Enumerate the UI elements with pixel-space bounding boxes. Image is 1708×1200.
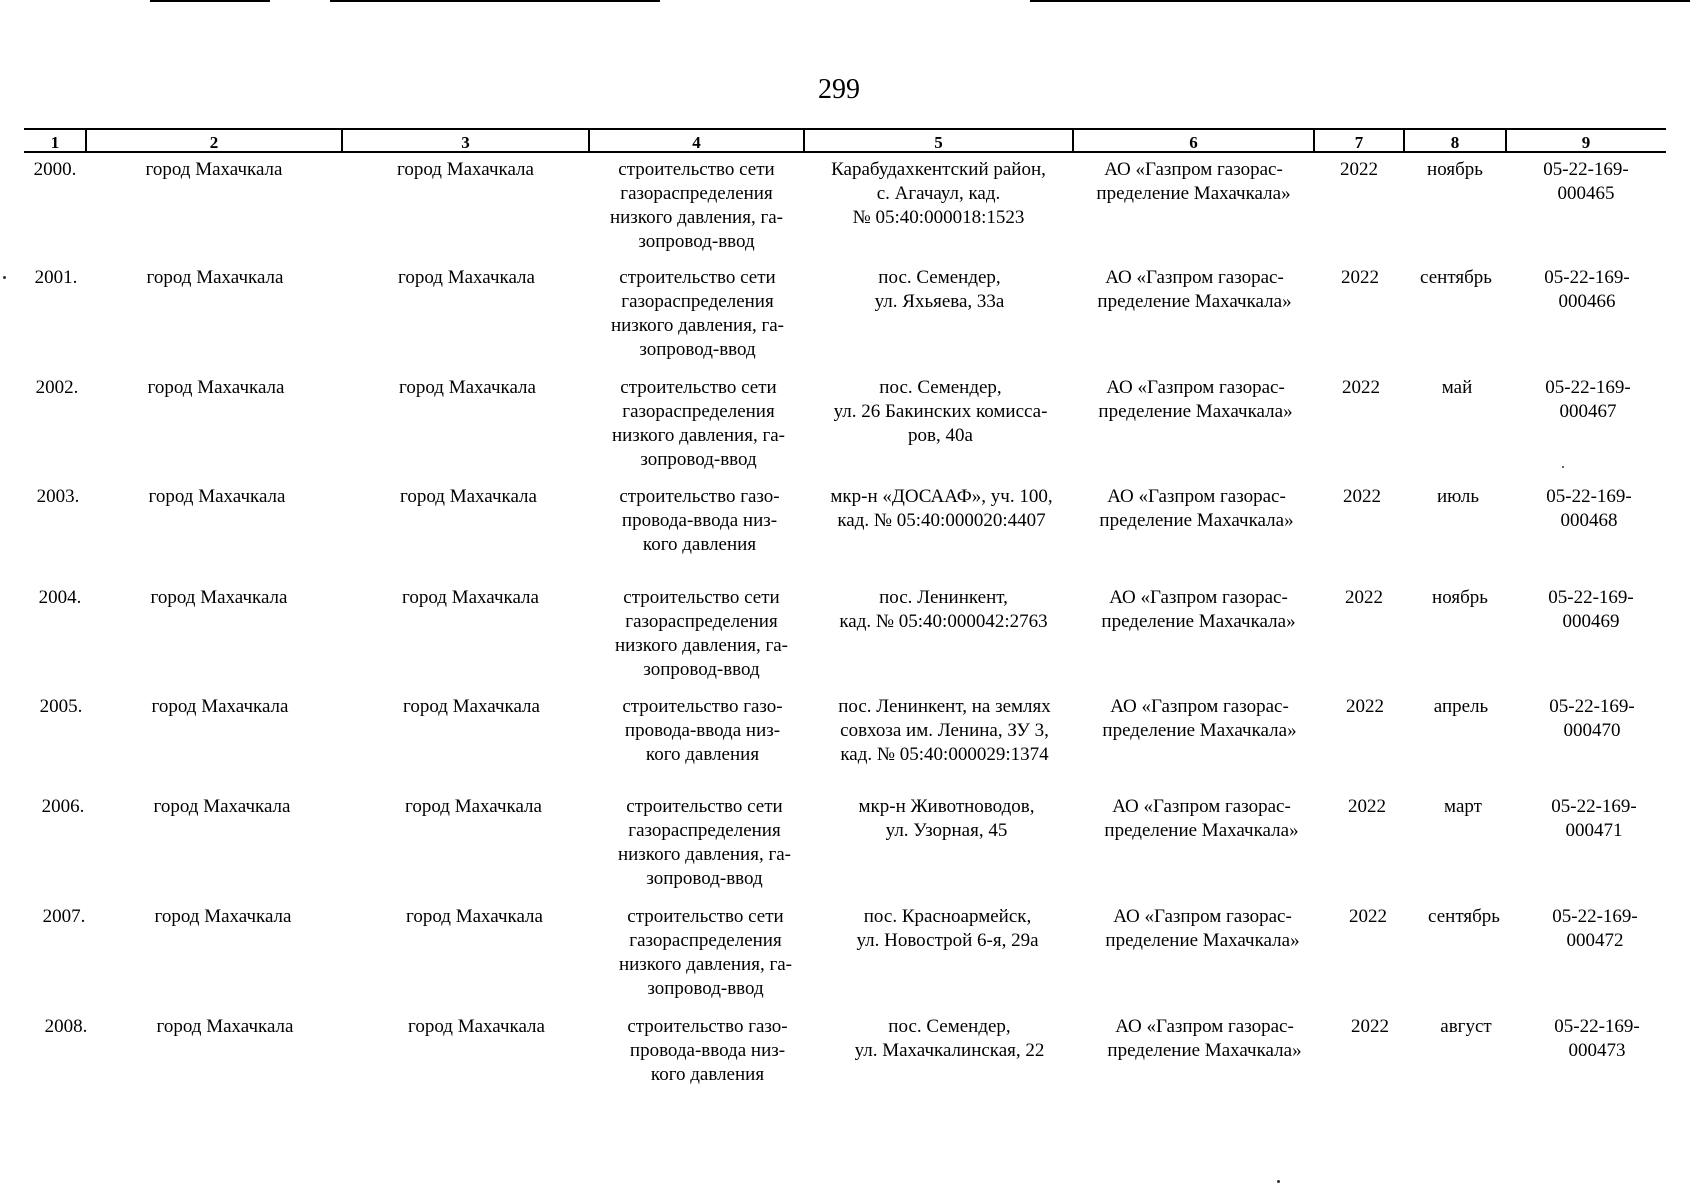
col-7-header: 7 bbox=[1314, 131, 1404, 153]
municipality-cell: город Махачкала bbox=[146, 267, 284, 288]
code-cell bbox=[1508, 376, 1668, 424]
code-cell bbox=[1511, 586, 1671, 634]
municipality-cell: город Махачкала bbox=[153, 796, 291, 817]
organization-cell-line: пределение Махачкала» bbox=[1105, 930, 1300, 951]
address-cell bbox=[805, 266, 1074, 314]
organization-cell-line: пределение Махачкала» bbox=[1096, 183, 1291, 204]
row-number: 2005. bbox=[39, 696, 83, 717]
organization-cell-line: пределение Махачкала» bbox=[1104, 820, 1299, 841]
organization-cell bbox=[1081, 795, 1322, 843]
col-3-header: 3 bbox=[342, 131, 589, 153]
work-type-cell-line: зопровод-ввод bbox=[646, 868, 763, 889]
organization-cell-line: пределение Махачкала» bbox=[1102, 720, 1297, 741]
table-header-row bbox=[24, 131, 1666, 153]
work-type-cell-line: строительство газо- bbox=[627, 1016, 788, 1037]
municipality-cell: город Махачкала bbox=[154, 906, 292, 927]
col-8-header: 8 bbox=[1404, 131, 1506, 153]
col-1-header: 1 bbox=[24, 131, 86, 153]
work-type-cell bbox=[598, 905, 813, 1001]
header-separator bbox=[1505, 129, 1507, 153]
table-top-rule bbox=[24, 128, 1666, 130]
col-6-header: 6 bbox=[1073, 131, 1314, 153]
work-type-cell-line: зопровод-ввод bbox=[643, 659, 760, 680]
month-cell: ноябрь bbox=[1432, 587, 1488, 608]
address-cell-line: мкр-н Животноводов, bbox=[858, 796, 1035, 817]
row-number: 2002. bbox=[35, 377, 79, 398]
settlement-cell: город Махачкала bbox=[406, 906, 543, 927]
row-number: 2003. bbox=[36, 486, 80, 507]
col-9-header: 9 bbox=[1506, 131, 1666, 153]
address-cell-line: с. Агачаул, кад. bbox=[876, 183, 1001, 204]
settlement-cell: город Махачкала bbox=[403, 696, 540, 717]
header-separator bbox=[341, 129, 343, 153]
address-cell-line: ул. Яхьяева, 33а bbox=[874, 291, 1005, 312]
code-cell bbox=[1512, 695, 1672, 743]
work-type-cell-line: кого давления bbox=[645, 744, 760, 765]
work-type-cell bbox=[595, 695, 810, 767]
address-cell-line: совхоза им. Ленина, ЗУ 3, bbox=[840, 720, 1049, 741]
work-type-cell bbox=[592, 485, 807, 557]
address-cell bbox=[810, 695, 1079, 767]
work-type-cell-line: строительство сети bbox=[623, 587, 780, 608]
address-cell-line: пос. Семендер, bbox=[888, 1016, 1011, 1037]
address-cell-line: ул. 26 Бакинских комисса- bbox=[833, 401, 1048, 422]
work-type-cell-line: низкого давления, га- bbox=[610, 315, 785, 336]
scan-speck bbox=[1562, 466, 1564, 468]
code-cell bbox=[1507, 266, 1667, 314]
page-number: 299 bbox=[818, 74, 860, 105]
address-cell-line: ул. Махачкалинская, 22 bbox=[854, 1040, 1045, 1061]
code-cell-line: 05-22-169- bbox=[1552, 906, 1638, 927]
code-cell bbox=[1509, 485, 1669, 533]
year-cell: 2022 bbox=[1343, 486, 1381, 507]
address-cell-line: пос. Ленинкент, bbox=[879, 587, 1008, 608]
organization-cell bbox=[1073, 158, 1314, 206]
scan-speck bbox=[3, 276, 6, 279]
month-cell: сентябрь bbox=[1428, 906, 1500, 927]
work-type-cell bbox=[594, 586, 809, 682]
settlement-cell: город Махачкала bbox=[398, 267, 535, 288]
code-cell bbox=[1514, 795, 1674, 843]
code-cell-line: 000473 bbox=[1568, 1040, 1626, 1061]
work-type-cell-line: низкого давления, га- bbox=[611, 425, 786, 446]
work-type-cell-line: низкого давления, га- bbox=[618, 954, 793, 975]
work-type-cell bbox=[591, 376, 806, 472]
organization-cell-line: пределение Махачкала» bbox=[1107, 1040, 1302, 1061]
organization-cell bbox=[1075, 376, 1316, 424]
work-type-cell-line: газораспределения bbox=[620, 183, 773, 204]
year-cell: 2022 bbox=[1348, 796, 1386, 817]
code-cell-line: 000468 bbox=[1560, 510, 1618, 531]
top-border-line bbox=[330, 0, 660, 2]
work-type-cell-line: кого давления bbox=[642, 534, 757, 555]
month-cell: июль bbox=[1436, 486, 1480, 507]
work-type-cell-line: строительство сети bbox=[619, 267, 776, 288]
header-separator bbox=[1313, 129, 1315, 153]
organization-cell-line: АО «Газпром газорас- bbox=[1107, 486, 1286, 507]
work-type-cell-line: провода-ввода низ- bbox=[621, 510, 778, 531]
address-cell bbox=[804, 158, 1073, 230]
code-cell bbox=[1515, 905, 1675, 953]
year-cell: 2022 bbox=[1349, 906, 1387, 927]
address-cell bbox=[806, 376, 1075, 448]
work-type-cell-line: провода-ввода низ- bbox=[629, 1040, 786, 1061]
work-type-cell-line: зопровод-ввод bbox=[639, 339, 756, 360]
code-cell-line: 000471 bbox=[1565, 820, 1623, 841]
address-cell-line: ров, 40а bbox=[908, 425, 973, 446]
address-cell-line: ул. Узорная, 45 bbox=[885, 820, 1008, 841]
code-cell-line: 000472 bbox=[1566, 930, 1624, 951]
address-cell-line: пос. Семендер, bbox=[879, 377, 1002, 398]
code-cell-line: 000467 bbox=[1559, 401, 1617, 422]
work-type-cell-line: газораспределения bbox=[622, 401, 775, 422]
municipality-cell: город Махачкала bbox=[156, 1016, 294, 1037]
work-type-cell bbox=[590, 266, 805, 362]
col-5-header: 5 bbox=[804, 131, 1073, 153]
organization-cell-line: АО «Газпром газорас- bbox=[1110, 696, 1289, 717]
work-type-cell bbox=[589, 158, 804, 254]
work-type-cell-line: низкого давления, га- bbox=[614, 635, 789, 656]
municipality-cell: город Махачкала bbox=[145, 159, 283, 180]
address-cell-line: ул. Новострой 6-я, 29а bbox=[856, 930, 1039, 951]
organization-cell bbox=[1082, 905, 1323, 953]
work-type-cell-line: газораспределения bbox=[629, 930, 782, 951]
code-cell bbox=[1506, 158, 1666, 206]
month-cell: март bbox=[1444, 796, 1482, 817]
organization-cell-line: пределение Махачкала» bbox=[1097, 291, 1292, 312]
address-cell bbox=[807, 485, 1076, 533]
code-cell-line: 000465 bbox=[1557, 183, 1615, 204]
work-type-cell-line: зопровод-ввод bbox=[647, 978, 764, 999]
settlement-cell: город Махачкала bbox=[402, 587, 539, 608]
organization-cell bbox=[1074, 266, 1315, 314]
code-cell-line: 05-22-169- bbox=[1551, 796, 1637, 817]
code-cell-line: 05-22-169- bbox=[1543, 159, 1629, 180]
row-number: 2006. bbox=[41, 796, 85, 817]
address-cell bbox=[809, 586, 1078, 634]
organization-cell-line: пределение Махачкала» bbox=[1101, 611, 1296, 632]
work-type-cell-line: строительство сети bbox=[626, 796, 783, 817]
year-cell: 2022 bbox=[1342, 377, 1380, 398]
address-cell bbox=[815, 1015, 1084, 1063]
row-number: 2007. bbox=[42, 906, 86, 927]
col-2-header: 2 bbox=[86, 131, 342, 153]
month-cell: ноябрь bbox=[1427, 159, 1483, 180]
settlement-cell: город Махачкала bbox=[397, 159, 534, 180]
work-type-cell-line: газораспределения bbox=[628, 820, 781, 841]
settlement-cell: город Махачкала bbox=[405, 796, 542, 817]
header-separator bbox=[1072, 129, 1074, 153]
code-cell-line: 05-22-169- bbox=[1549, 696, 1635, 717]
municipality-cell: город Махачкала bbox=[147, 377, 285, 398]
organization-cell-line: АО «Газпром газорас- bbox=[1105, 267, 1284, 288]
municipality-cell: город Махачкала bbox=[151, 696, 289, 717]
address-cell-line: пос. Семендер, bbox=[878, 267, 1001, 288]
col-4-header: 4 bbox=[589, 131, 804, 153]
organization-cell bbox=[1079, 695, 1320, 743]
work-type-cell bbox=[597, 795, 812, 891]
year-cell: 2022 bbox=[1351, 1016, 1389, 1037]
organization-cell-line: АО «Газпром газорас- bbox=[1106, 377, 1285, 398]
year-cell: 2022 bbox=[1346, 696, 1384, 717]
settlement-cell: город Махачкала bbox=[408, 1016, 545, 1037]
organization-cell bbox=[1076, 485, 1317, 533]
row-number: 2004. bbox=[38, 587, 82, 608]
address-cell-line: Карабудахкентский район, bbox=[831, 159, 1046, 180]
work-type-cell-line: строительство сети bbox=[627, 906, 784, 927]
address-cell-line: мкр-н «ДОСААФ», уч. 100, bbox=[830, 486, 1053, 507]
work-type-cell-line: строительство газо- bbox=[622, 696, 783, 717]
code-cell-line: 05-22-169- bbox=[1544, 267, 1630, 288]
address-cell-line: кад. № 05:40:000020:4407 bbox=[837, 510, 1046, 531]
address-cell-line: кад. № 05:40:000042:2763 bbox=[839, 611, 1048, 632]
scan-speck bbox=[1277, 1180, 1280, 1183]
organization-cell-line: пределение Махачкала» bbox=[1098, 401, 1293, 422]
row-number: 2000. bbox=[33, 159, 77, 180]
code-cell-line: 000466 bbox=[1558, 291, 1616, 312]
top-border-line bbox=[150, 0, 270, 2]
top-border-line bbox=[1030, 0, 1690, 2]
month-cell: сентябрь bbox=[1420, 267, 1492, 288]
work-type-cell-line: зопровод-ввод bbox=[638, 231, 755, 252]
code-cell bbox=[1517, 1015, 1677, 1063]
organization-cell-line: АО «Газпром газорас- bbox=[1109, 587, 1288, 608]
year-cell: 2022 bbox=[1341, 267, 1379, 288]
work-type-cell-line: низкого давления, га- bbox=[617, 844, 792, 865]
address-cell bbox=[813, 905, 1082, 953]
code-cell-line: 05-22-169- bbox=[1545, 377, 1631, 398]
code-cell-line: 05-22-169- bbox=[1554, 1016, 1640, 1037]
work-type-cell-line: кого давления bbox=[650, 1064, 765, 1085]
row-number: 2001. bbox=[34, 267, 78, 288]
work-type-cell-line: провода-ввода низ- bbox=[624, 720, 781, 741]
address-cell bbox=[812, 795, 1081, 843]
municipality-cell: город Махачкала bbox=[148, 486, 286, 507]
organization-cell-line: АО «Газпром газорас- bbox=[1104, 159, 1283, 180]
work-type-cell-line: газораспределения bbox=[625, 611, 778, 632]
organization-cell-line: АО «Газпром газорас- bbox=[1115, 1016, 1294, 1037]
organization-cell-line: пределение Махачкала» bbox=[1099, 510, 1294, 531]
work-type-cell-line: зопровод-ввод bbox=[640, 449, 757, 470]
code-cell-line: 05-22-169- bbox=[1548, 587, 1634, 608]
organization-cell-line: АО «Газпром газорас- bbox=[1112, 796, 1291, 817]
year-cell: 2022 bbox=[1345, 587, 1383, 608]
code-cell-line: 000470 bbox=[1563, 720, 1621, 741]
code-cell-line: 000469 bbox=[1562, 611, 1620, 632]
year-cell: 2022 bbox=[1340, 159, 1378, 180]
organization-cell bbox=[1084, 1015, 1325, 1063]
address-cell-line: № 05:40:000018:1523 bbox=[852, 207, 1025, 228]
header-separator bbox=[85, 129, 87, 153]
settlement-cell: город Махачкала bbox=[400, 486, 537, 507]
work-type-cell-line: строительство сети bbox=[618, 159, 775, 180]
header-separator bbox=[803, 129, 805, 153]
organization-cell bbox=[1078, 586, 1319, 634]
work-type-cell-line: низкого давления, га- bbox=[609, 207, 784, 228]
month-cell: апрель bbox=[1433, 696, 1489, 717]
address-cell-line: пос. Красноармейск, bbox=[863, 906, 1032, 927]
month-cell: май bbox=[1441, 377, 1473, 398]
code-cell-line: 05-22-169- bbox=[1546, 486, 1632, 507]
work-type-cell-line: газораспределения bbox=[621, 291, 774, 312]
header-separator bbox=[588, 129, 590, 153]
address-cell-line: пос. Ленинкент, на землях bbox=[838, 696, 1051, 717]
work-type-cell-line: строительство газо- bbox=[619, 486, 780, 507]
municipality-cell: город Махачкала bbox=[150, 587, 288, 608]
header-separator bbox=[1403, 129, 1405, 153]
work-type-cell-line: строительство сети bbox=[620, 377, 777, 398]
month-cell: август bbox=[1440, 1016, 1492, 1037]
work-type-cell bbox=[600, 1015, 815, 1087]
settlement-cell: город Махачкала bbox=[399, 377, 536, 398]
address-cell-line: кад. № 05:40:000029:1374 bbox=[840, 744, 1049, 765]
row-number: 2008. bbox=[44, 1016, 88, 1037]
organization-cell-line: АО «Газпром газорас- bbox=[1113, 906, 1292, 927]
